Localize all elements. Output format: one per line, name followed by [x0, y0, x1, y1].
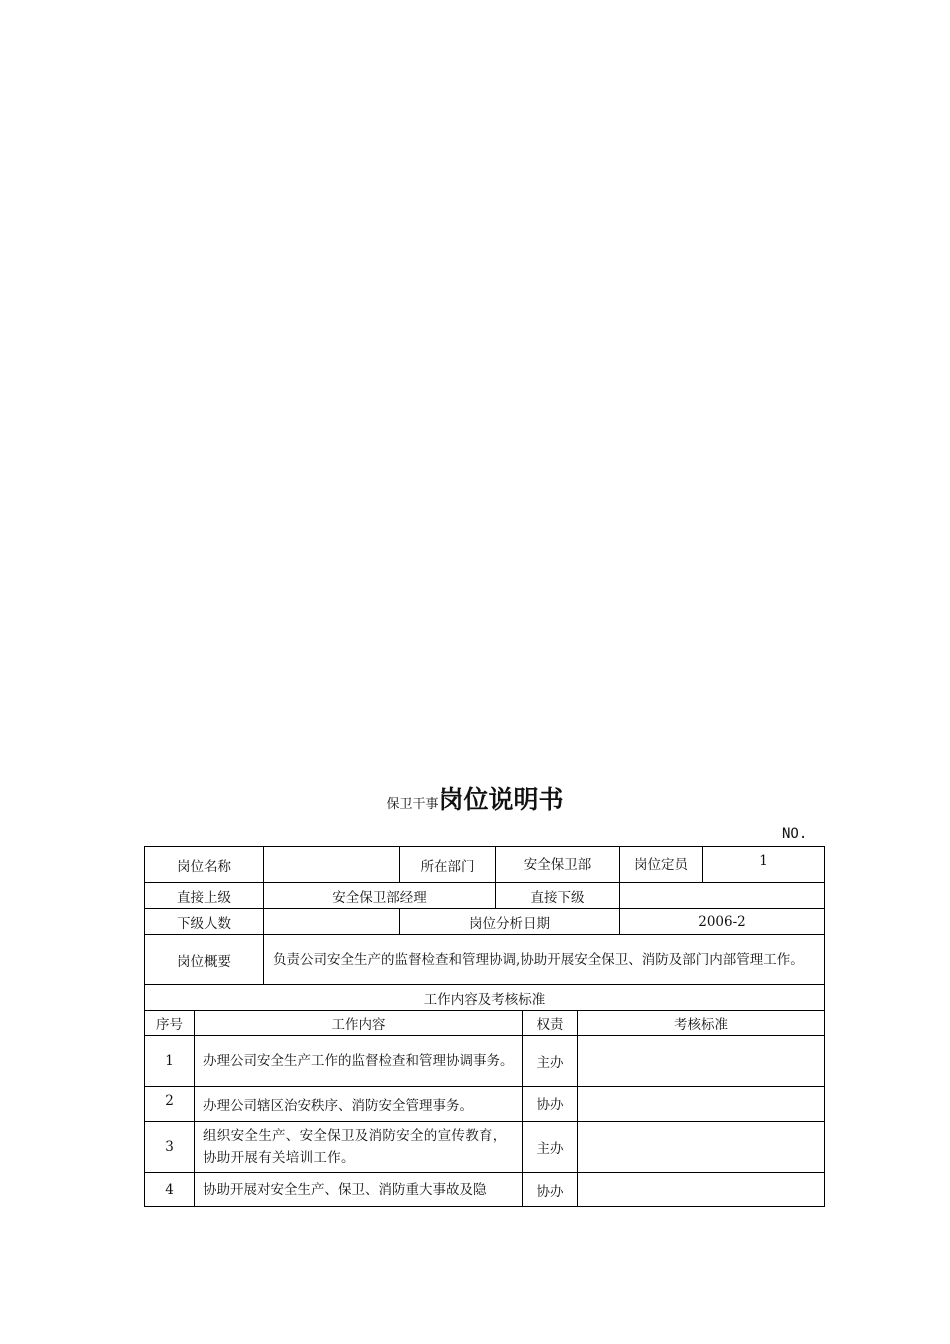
- department-label: 所在部门: [400, 847, 496, 883]
- column-header-content: 工作内容: [195, 1011, 523, 1036]
- job-description-table: [144, 846, 825, 1207]
- row-3-authority: 主办: [523, 1122, 578, 1173]
- document-title: [0, 780, 950, 816]
- row-3-content: 组织安全生产、安全保卫及消防安全的宣传教育，协助开展有关培训工作。: [195, 1122, 523, 1173]
- row-1-content: 办理公司安全生产工作的监督检查和管理协调事务。: [195, 1036, 523, 1087]
- row-3-no: 3: [145, 1122, 195, 1173]
- row-1-no: 1: [145, 1036, 195, 1087]
- headcount-label: 岗位定员: [620, 847, 703, 883]
- superior-label: 直接上级: [145, 883, 264, 909]
- column-header-no: 序号: [145, 1011, 195, 1036]
- headcount-value: 1: [703, 847, 824, 883]
- row-2-content: 办理公司辖区治安秩序、消防安全管理事务。: [195, 1087, 523, 1122]
- superior-value: 安全保卫部经理: [264, 883, 496, 909]
- number-label: NO.: [782, 826, 808, 842]
- row-4-no: 4: [145, 1173, 195, 1206]
- sub-count-value: [264, 909, 400, 935]
- page-title: 岗位说明书: [438, 785, 564, 814]
- analysis-date-label: 岗位分析日期: [400, 909, 620, 935]
- row-4-authority: 协办: [523, 1173, 578, 1206]
- subordinate-value: [620, 883, 824, 909]
- post-name-label: 岗位名称: [145, 847, 264, 883]
- row-2-authority: 协办: [523, 1087, 578, 1122]
- sub-count-label: 下级人数: [145, 909, 264, 935]
- column-header-authority: 权责: [523, 1011, 578, 1036]
- department-value: 安全保卫部: [496, 847, 620, 883]
- row-1-standard: [578, 1036, 824, 1087]
- row-1-authority: 主办: [523, 1036, 578, 1087]
- column-header-standard: 考核标准: [578, 1011, 824, 1036]
- summary-value: 负责公司安全生产的监督检查和管理协调,协助开展安全保卫、消防及部门内部管理工作。: [264, 935, 824, 985]
- row-4-standard: [578, 1173, 824, 1206]
- row-2-no: 2: [145, 1087, 195, 1122]
- subordinate-label: 直接下级: [496, 883, 620, 909]
- row-4-content: 协助开展对安全生产、保卫、消防重大事故及隐: [195, 1173, 523, 1206]
- post-name-value: [264, 847, 400, 883]
- row-2-standard: [578, 1087, 824, 1122]
- analysis-date-value: 2006-2: [620, 909, 824, 935]
- row-3-standard: [578, 1122, 824, 1173]
- summary-label: 岗位概要: [145, 935, 264, 985]
- post-subtitle: 保卫干事: [386, 797, 439, 812]
- work-section-title: 工作内容及考核标准: [145, 985, 824, 1011]
